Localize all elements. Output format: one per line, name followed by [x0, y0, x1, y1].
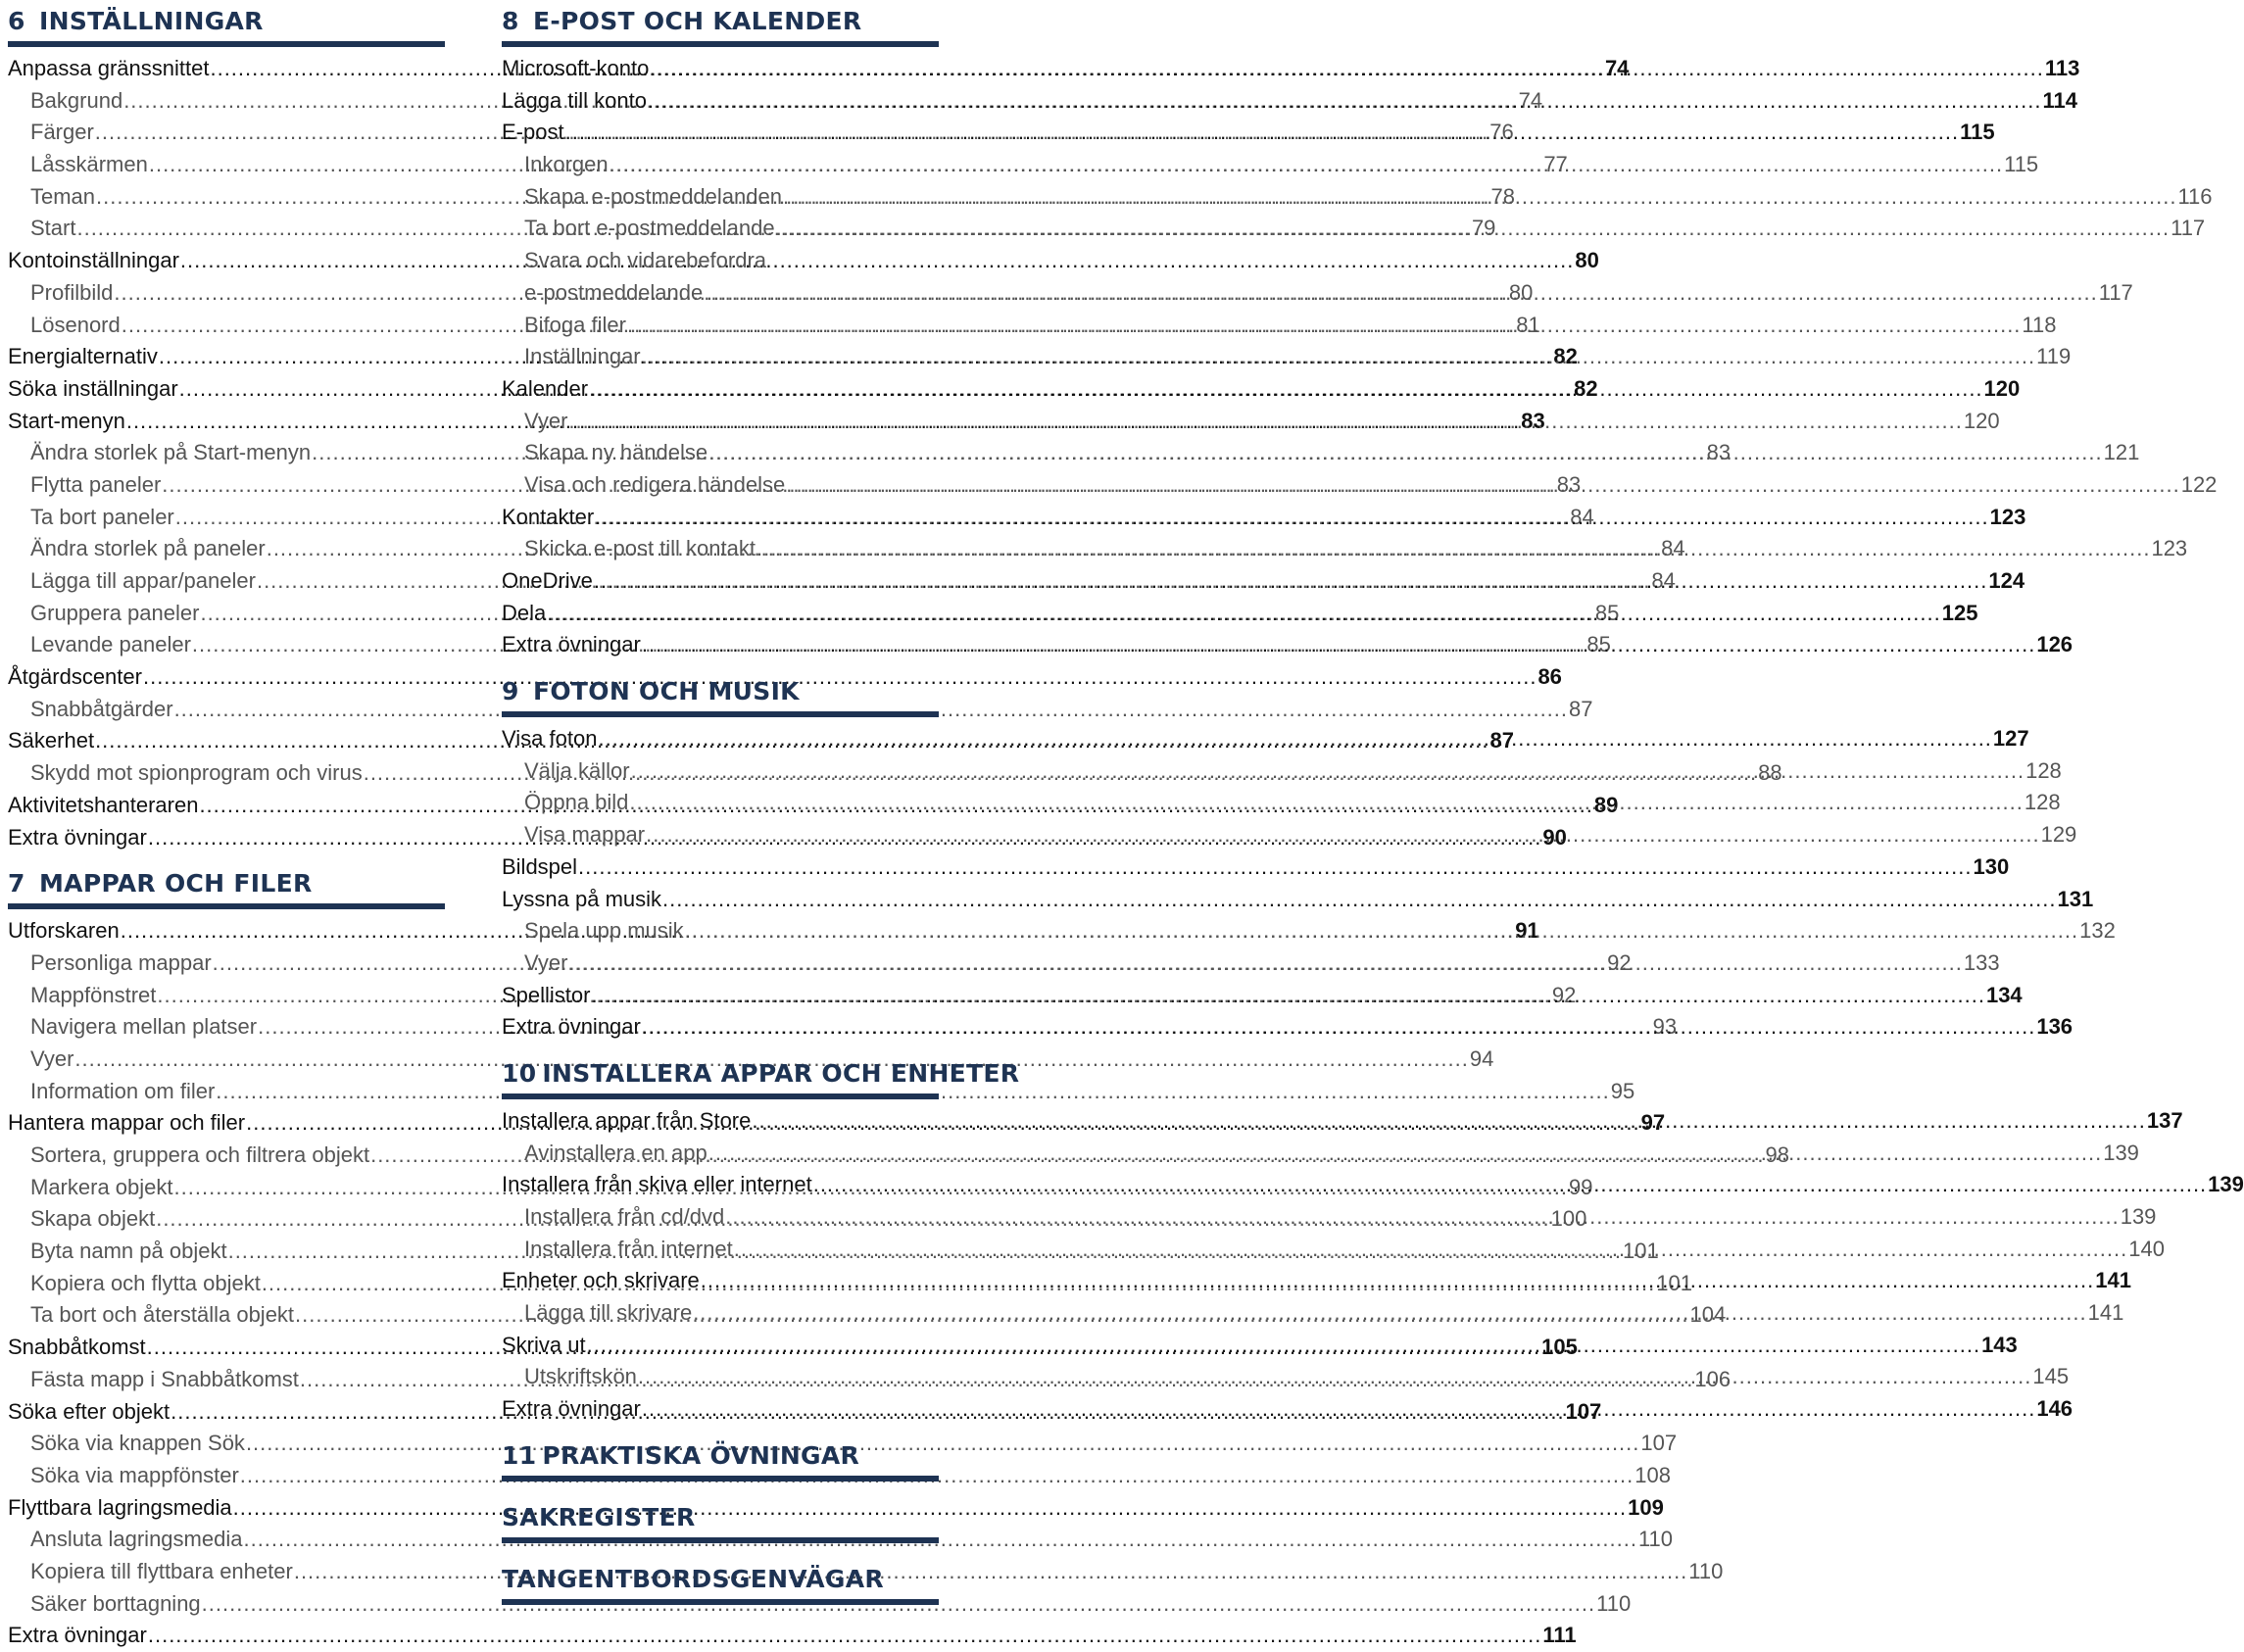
- page-number: 84: [1661, 536, 1685, 561]
- page-number: 110: [1637, 1527, 1674, 1552]
- page-number: 101: [1623, 1239, 1659, 1264]
- page-number: 90: [1542, 824, 1567, 850]
- page-number: 104: [1689, 1302, 1727, 1328]
- toc-entry-title: Gruppera paneler: [30, 600, 200, 625]
- page-number: 74: [1604, 56, 1630, 80]
- dot-leader: [246, 1428, 1639, 1460]
- page-number: 94: [1469, 1045, 1494, 1071]
- toc-entry-title: Avinstallera en app: [524, 1140, 707, 1165]
- toc-entry-title: Låsskärmen: [30, 152, 148, 177]
- page-number: 123: [1989, 504, 2026, 529]
- toc-subentry[interactable]: [8, 1588, 1632, 1621]
- toc-entry-title: Kontakter: [502, 504, 595, 529]
- page-number: 115: [2004, 152, 2039, 177]
- section-heading: [8, 868, 445, 909]
- page-number: 78: [1490, 183, 1515, 209]
- toc-entry-title: Lägga till skrivare: [524, 1300, 693, 1326]
- toc-entry-title: Ta bort e-postmeddelande: [524, 216, 775, 241]
- dot-leader: [243, 1524, 1636, 1556]
- page-number: 97: [1640, 1110, 1666, 1136]
- toc-entry-title: Aktivitetshanteraren: [8, 792, 199, 817]
- toc-entry-title: Bifoga filer: [524, 312, 626, 337]
- page-number: 130: [1973, 853, 2010, 879]
- toc-entry-title: Snabbåtgärder: [30, 696, 173, 721]
- toc-entry-title: Levande paneler: [30, 632, 191, 657]
- toc-subentry[interactable]: [8, 1076, 1635, 1108]
- section-number: 10: [502, 1058, 537, 1088]
- page-number: 141: [2095, 1268, 2131, 1293]
- page-number: 91: [1515, 918, 1539, 944]
- page-number: 106: [1694, 1366, 1732, 1391]
- toc-entry-title: Lägga till appar/paneler: [30, 568, 256, 593]
- page-number: 83: [1521, 408, 1545, 433]
- dot-leader: [589, 373, 1982, 406]
- toc-entry-title: Vyer: [30, 1045, 74, 1071]
- toc-entry-title: Snabbåtkomst: [8, 1335, 146, 1360]
- dot-leader: [568, 947, 1962, 980]
- toc-entry-title: Start-menyn: [8, 408, 125, 433]
- toc-entry-title: Ändra storlek på paneler: [30, 536, 266, 561]
- toc-entry-title: Söka via knappen Sök: [30, 1431, 245, 1456]
- dot-leader: [587, 1330, 1980, 1362]
- section-heading: [502, 6, 939, 47]
- page-number: 117: [2171, 216, 2206, 241]
- page-number: 139: [2103, 1140, 2139, 1165]
- toc-entry-title: Vyer: [524, 408, 568, 433]
- page-number: 107: [1565, 1398, 1602, 1424]
- section-title: INSTÄLLNINGAR: [39, 7, 264, 35]
- toc-entry-title: Profilbild: [30, 279, 114, 305]
- toc-entry-title: Lägga till konto: [502, 87, 647, 113]
- toc-entry-title: Lösenord: [30, 312, 121, 337]
- toc-entry[interactable]: [8, 1620, 1577, 1652]
- dot-leader: [595, 502, 1988, 534]
- toc-entry-title: Navigera mellan platser: [30, 1014, 258, 1040]
- page-number: 88: [1758, 760, 1782, 786]
- page-number: 121: [2103, 440, 2140, 465]
- toc-entry-title: Installera appar från Store: [502, 1107, 752, 1133]
- section-gap: [502, 1549, 939, 1564]
- page-number: 123: [2151, 536, 2188, 561]
- toc-entry-title: Spellistor: [502, 982, 591, 1007]
- toc-entry-title: Teman: [30, 183, 96, 209]
- dot-leader: [734, 1234, 2127, 1266]
- toc-entry-title: Skapa e-postmeddelanden: [524, 183, 782, 209]
- toc-entry-title: Ta bort paneler: [30, 504, 174, 529]
- page-number: 92: [1607, 949, 1632, 975]
- dot-leader: [642, 629, 2035, 661]
- toc-entry-title: Utskriftskön: [524, 1364, 637, 1389]
- toc-entry-title: Skicka e-post till kontakt: [524, 536, 756, 561]
- toc-entry-title: Energialternativ: [8, 344, 158, 369]
- dot-leader: [591, 980, 1984, 1012]
- toc-subentry[interactable]: [8, 694, 1593, 726]
- page-number: 84: [1570, 504, 1594, 529]
- page-number: 84: [1651, 568, 1676, 593]
- section-number: 8: [502, 7, 519, 35]
- dot-leader: [547, 598, 1940, 630]
- page-number: 108: [1634, 1462, 1671, 1487]
- toc-entry-title: Inkorgen: [524, 152, 609, 177]
- dot-leader: [704, 277, 2097, 310]
- page-number: 93: [1652, 1014, 1678, 1040]
- toc-entry-title: Välja källor: [524, 757, 630, 783]
- page-number: 83: [1556, 471, 1582, 497]
- section-title: SAKREGISTER: [502, 1502, 696, 1531]
- page-number: 115: [1960, 120, 1995, 145]
- page-number: 126: [2036, 632, 2073, 657]
- page-number: 129: [2040, 822, 2077, 848]
- toc-entry-title: Visa foton: [502, 726, 598, 752]
- toc-entry-title: E-post: [502, 120, 564, 145]
- section-title: INSTALLERA APPAR OCH ENHETER: [542, 1058, 1020, 1088]
- section-gap: [8, 853, 445, 868]
- toc-entry-title: Åtgärdscenter: [8, 664, 142, 690]
- section-number: 6: [8, 7, 25, 35]
- section-title: PRAKTISKA ÖVNINGAR: [542, 1440, 860, 1470]
- page-number: 95: [1610, 1078, 1635, 1103]
- dot-leader: [627, 310, 2021, 342]
- page-number: 110: [1596, 1590, 1632, 1616]
- section-gap: [502, 1426, 939, 1440]
- page-number: 139: [2208, 1172, 2244, 1197]
- toc-entry-title: Markera objekt: [30, 1174, 173, 1199]
- dot-leader: [578, 851, 1972, 884]
- toc-entry-title: Ändra storlek på Start-menyn: [30, 440, 312, 465]
- toc-entry-title: Extra övningar: [502, 1396, 641, 1422]
- page-number: 98: [1765, 1142, 1790, 1167]
- toc-entry-title: Dela: [502, 600, 547, 625]
- dot-leader: [594, 565, 1987, 598]
- page-number: 74: [1518, 87, 1543, 113]
- dot-leader: [783, 181, 2176, 214]
- toc-entry-title: Personliga mappar: [30, 949, 212, 975]
- dot-leader: [776, 213, 2170, 245]
- page-number: 116: [2177, 183, 2213, 209]
- toc-entry-title: Information om filer: [30, 1078, 216, 1103]
- page-number: 101: [1656, 1270, 1692, 1295]
- toc-entry-title: Utforskaren: [8, 918, 120, 944]
- page-number: 128: [2024, 790, 2061, 815]
- page-number: 117: [2098, 279, 2133, 305]
- dot-leader: [725, 1201, 2119, 1234]
- page-number: 141: [2087, 1300, 2124, 1326]
- dot-leader: [813, 1169, 2207, 1201]
- page-number: 120: [1983, 375, 2021, 401]
- toc-entry-title: Byta namn på objekt: [30, 1239, 227, 1264]
- dot-leader: [786, 469, 2179, 502]
- toc-entry-title: Skapa ny händelse: [524, 440, 708, 465]
- page-number: 83: [1706, 440, 1732, 465]
- dot-leader: [642, 1011, 2035, 1044]
- dot-leader: [708, 437, 2102, 469]
- toc-entry-title: Enheter och skrivare: [502, 1268, 700, 1293]
- toc-entry-title: Skapa objekt: [30, 1206, 156, 1232]
- page-number: 109: [1628, 1494, 1664, 1520]
- page-number: 87: [1569, 696, 1593, 721]
- page-number: 79: [1471, 216, 1496, 241]
- dot-leader: [638, 1361, 2031, 1393]
- dot-leader: [642, 1393, 2035, 1426]
- toc-entry-title: Kopiera till flyttbara enheter: [30, 1558, 293, 1583]
- toc-entry-title: Lyssna på musik: [502, 886, 662, 911]
- toc-entry-title: Säkerhet: [8, 728, 95, 753]
- page-number: 114: [2042, 87, 2077, 113]
- page-number: 143: [1981, 1332, 2018, 1357]
- page-number: 76: [1489, 120, 1514, 145]
- toc-entry-title: Microsoft-konto: [502, 56, 650, 80]
- page-number: 85: [1594, 600, 1620, 625]
- toc-entry-title: Anpassa gränssnittet: [8, 56, 210, 80]
- toc-entry[interactable]: [502, 884, 2094, 916]
- dot-leader: [631, 755, 2024, 788]
- page-number: 124: [1988, 568, 2025, 593]
- page-number: 125: [1941, 600, 1978, 625]
- toc-entry-title: Flytta paneler: [30, 471, 162, 497]
- page-number: 120: [1963, 408, 2000, 433]
- toc-entry[interactable]: [502, 851, 2010, 884]
- section-title: TANGENTBORDSGENVÄGAR: [502, 1564, 884, 1593]
- dot-leader: [693, 1297, 2086, 1330]
- page-number: 92: [1551, 982, 1577, 1007]
- dot-leader: [642, 341, 2035, 373]
- page-number: 131: [2057, 886, 2094, 911]
- dot-leader: [610, 149, 2003, 181]
- toc-entry-title: Säker borttagning: [30, 1590, 201, 1616]
- toc-subentry[interactable]: [8, 1460, 1671, 1492]
- toc-entry-title: Installera från skiva eller internet: [502, 1172, 812, 1197]
- dot-leader: [701, 1265, 2094, 1297]
- section-number: 11: [502, 1440, 537, 1470]
- page-number: 80: [1575, 248, 1599, 273]
- page-number: 133: [1963, 949, 2000, 975]
- toc-entry-title: Skydd mot spionprogram och virus: [30, 760, 363, 786]
- page-number: 82: [1574, 375, 1598, 401]
- page-number: 122: [2180, 471, 2218, 497]
- toc-entry-title: Färger: [30, 120, 94, 145]
- page-number: 110: [1688, 1558, 1724, 1583]
- toc-entry-title: Extra övningar: [502, 632, 641, 657]
- section-gap: [502, 1487, 939, 1502]
- toc-entry-title: Kopiera och flytta objekt: [30, 1270, 261, 1295]
- page-number: 132: [2079, 918, 2116, 944]
- toc-entry-title: Bakgrund: [30, 87, 123, 113]
- toc-entry-title: Visa och redigera händelse: [524, 471, 786, 497]
- toc-entry-title: Mappfönstret: [30, 982, 157, 1007]
- page-number: 145: [2032, 1364, 2070, 1389]
- toc-entry-title: Installera från internet: [524, 1236, 733, 1261]
- page-number: 136: [2036, 1014, 2073, 1040]
- page-number: 127: [1992, 726, 2029, 752]
- page-number: 105: [1541, 1335, 1578, 1360]
- toc-entry-title: Fästa mapp i Snabbåtkomst: [30, 1366, 299, 1391]
- page-number: 146: [2036, 1396, 2073, 1422]
- dot-leader: [752, 1105, 2145, 1138]
- dot-leader: [565, 117, 1959, 149]
- toc-entry-title: Spela upp musik: [524, 918, 684, 944]
- toc-subentry[interactable]: [8, 1524, 1674, 1556]
- page-number: 85: [1586, 632, 1611, 657]
- section-heading: [502, 676, 939, 717]
- toc-entry-title: Flyttbara lagringsmedia: [8, 1494, 232, 1520]
- toc-entry-title: e-postmeddelande: [524, 279, 704, 305]
- page-number: 86: [1537, 664, 1562, 690]
- toc-entry-title: Kalender: [502, 375, 589, 401]
- toc-entry-title: Söka efter objekt: [8, 1398, 171, 1424]
- dot-leader: [598, 723, 1991, 755]
- page-number: 81: [1516, 312, 1540, 337]
- page-number: 87: [1489, 728, 1515, 753]
- section-number: 7: [8, 869, 25, 899]
- toc-entry-title: Installera från cd/dvd: [524, 1204, 725, 1229]
- dot-leader: [648, 85, 2041, 118]
- section-heading: [502, 1058, 1020, 1099]
- page-number: 100: [1550, 1206, 1587, 1232]
- page-number: 80: [1508, 279, 1534, 305]
- toc-subentry[interactable]: [502, 245, 939, 277]
- page-number: 89: [1593, 792, 1619, 817]
- dot-leader: [629, 787, 2023, 819]
- toc-entry-title: Extra övningar: [8, 824, 147, 850]
- toc-entry-title: OneDrive: [502, 568, 593, 593]
- section-heading: [502, 1502, 939, 1543]
- section-heading: [502, 1440, 939, 1482]
- section-title: E-POST OCH KALENDER: [533, 7, 862, 35]
- section-heading: [8, 6, 445, 47]
- page-number: 82: [1553, 344, 1578, 369]
- page-number: 107: [1640, 1431, 1678, 1456]
- dot-leader: [662, 884, 2056, 916]
- section-title: FOTON OCH MUSIK: [533, 677, 800, 706]
- toc-entry-title: Svara och vidarebefordra: [524, 248, 767, 273]
- page-number: 113: [2044, 56, 2080, 80]
- page-number: 111: [1542, 1623, 1577, 1648]
- toc-entry-title: Vyer: [524, 949, 568, 975]
- toc-entry-title: Sortera, gruppera och filtrera objekt: [30, 1142, 370, 1167]
- dot-leader: [708, 1138, 2102, 1170]
- toc-entry-title: Hantera mappar och filer: [8, 1110, 246, 1136]
- page-number: 134: [1985, 982, 2023, 1007]
- page-number: 139: [2120, 1204, 2157, 1229]
- dot-leader: [685, 915, 2078, 947]
- section-heading: [502, 1564, 939, 1605]
- page-number: 119: [2036, 344, 2072, 369]
- page-number: 128: [2025, 757, 2062, 783]
- toc-entry-title: Ta bort och återställa objekt: [30, 1302, 295, 1328]
- page-number: 140: [2128, 1236, 2165, 1261]
- toc-entry-title: Ansluta lagringsmedia: [30, 1527, 243, 1552]
- section-gap: [502, 661, 939, 676]
- section-number: 9: [502, 677, 519, 706]
- page-number: 77: [1543, 152, 1568, 177]
- toc-entry-title: Söka via mappfönster: [30, 1462, 239, 1487]
- toc-entry-title: Kontoinställningar: [8, 248, 179, 273]
- dot-leader: [646, 819, 2039, 851]
- toc-entry-title: Visa mappar: [524, 822, 646, 848]
- toc-entry-title: Extra övningar: [502, 1014, 641, 1040]
- toc-entry-title: Skriva ut: [502, 1332, 586, 1357]
- toc-entry-title: Inställningar: [524, 344, 641, 369]
- page-number: 118: [2022, 312, 2057, 337]
- dot-leader: [756, 533, 2150, 565]
- page-number: 137: [2146, 1107, 2183, 1133]
- toc-entry-title: Bildspel: [502, 853, 578, 879]
- dot-leader: [148, 1620, 1541, 1652]
- page-number: 99: [1568, 1174, 1593, 1199]
- toc-entry-title: Extra övningar: [8, 1623, 147, 1648]
- toc-entry-title: Öppna bild: [524, 790, 629, 815]
- toc-entry-title: Söka inställningar: [8, 375, 178, 401]
- dot-leader: [568, 406, 1962, 438]
- toc-entry-title: Start: [30, 216, 76, 241]
- section-gap: [502, 1044, 939, 1058]
- section-title: MAPPAR OCH FILER: [39, 869, 313, 899]
- dot-leader: [650, 53, 2043, 85]
